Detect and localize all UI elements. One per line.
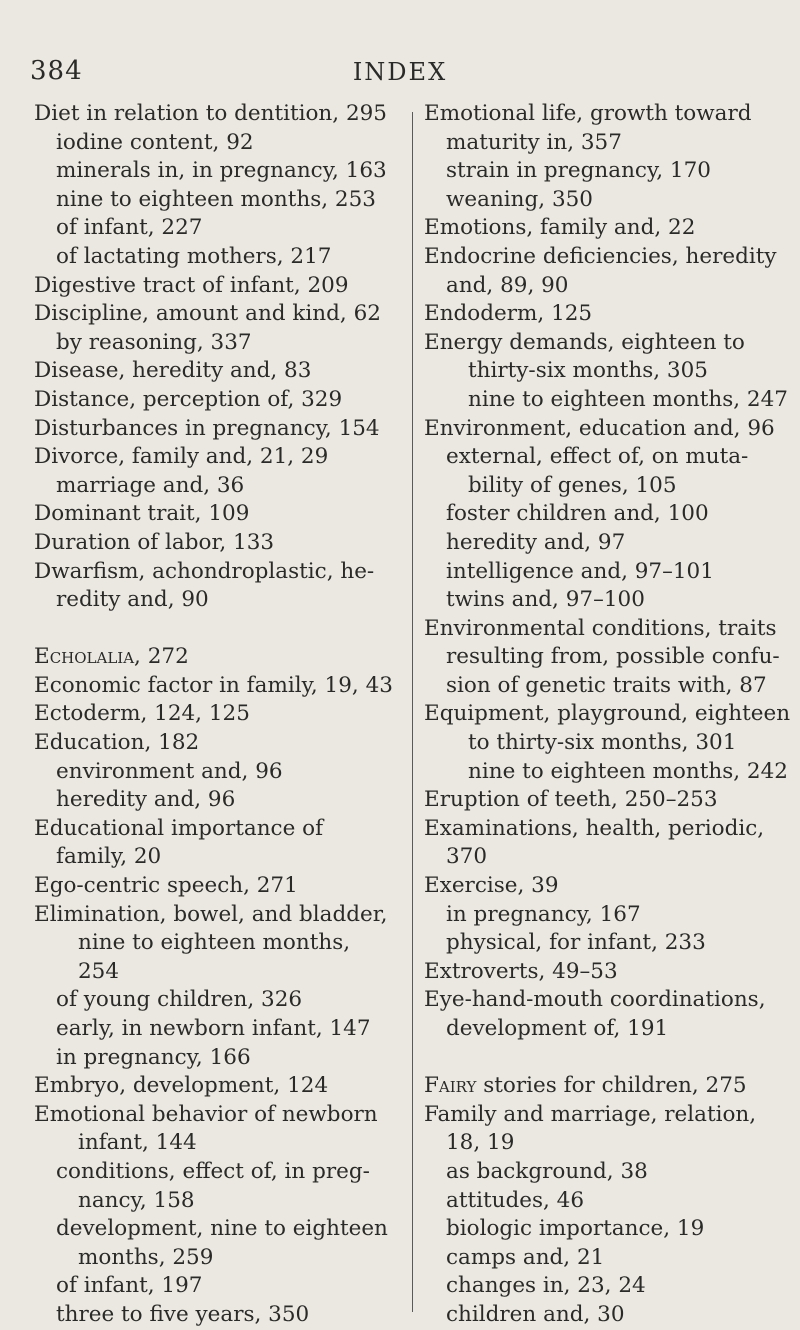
index-subentry: of lactating mothers, 217 (56, 243, 332, 269)
index-entry: Dwarfism, achondroplastic, he- (34, 558, 375, 584)
index-entry: Disturbances in pregnancy, 154 (34, 415, 380, 441)
index-entry: Energy demands, eighteen to (424, 329, 745, 355)
index-subentry: environment and, 96 (56, 758, 283, 784)
index-entry: Emotions, family and, 22 (424, 215, 696, 241)
index-subentry: children and, 30 (446, 1301, 625, 1327)
index-entry: Environmental conditions, traits (424, 615, 777, 641)
index-subentry: iodine content, 92 (56, 129, 254, 155)
index-entry: Eruption of teeth, 250–253 (424, 787, 718, 813)
index-entry: Equipment, playground, eighteen (424, 701, 791, 727)
index-subentry: strain in pregnancy, 170 (446, 158, 711, 184)
index-subentry: 18, 19 (446, 1130, 515, 1156)
index-entry: Education, 182 (34, 730, 200, 756)
index-subentry: as background, 38 (446, 1158, 648, 1184)
index-entry: Examinations, health, periodic, (424, 815, 765, 841)
index-subentry: heredity and, 97 (446, 529, 626, 555)
index-subentry: biologic importance, 19 (446, 1216, 705, 1242)
index-entry: Distance, perception of, 329 (34, 386, 343, 412)
index-subentry: three to five years, 350 (56, 1301, 310, 1327)
index-subentry: months, 259 (78, 1244, 214, 1270)
right-index-column (424, 100, 796, 1330)
index-entry: Extroverts, 49–53 (424, 958, 618, 984)
index-subentry: thirty-six months, 305 (468, 358, 708, 384)
index-subentry: of infant, 197 (56, 1273, 203, 1299)
index-entry: Discipline, amount and kind, 62 (34, 301, 381, 327)
index-subentry: minerals in, in pregnancy, 163 (56, 158, 387, 184)
index-subentry: infant, 144 (78, 1130, 197, 1156)
index-entry: Economic factor in family, 19, 43 (34, 672, 393, 698)
index-entry: Educational importance of (34, 815, 324, 841)
index-entry: Environment, education and, 96 (424, 415, 775, 441)
index-subentry: bility of genes, 105 (468, 472, 677, 498)
index-subentry: sion of genetic traits with, 87 (446, 672, 767, 698)
section-gap (424, 1044, 796, 1073)
index-entry: Endocrine deficiencies, heredity (424, 243, 777, 269)
index-subentry: conditions, effect of, in preg- (56, 1158, 370, 1184)
index-entry: Embryo, development, 124 (34, 1073, 329, 1099)
index-entry: Ectoderm, 124, 125 (34, 701, 250, 727)
index-subentry: camps and, 21 (446, 1244, 605, 1270)
index-subentry: nine to eighteen months, 253 (56, 186, 376, 212)
index-subentry: 254 (78, 958, 120, 984)
index-entry: Dominant trait, 109 (34, 501, 250, 527)
index-subentry: and, 89, 90 (446, 272, 569, 298)
index-subentry: early, in newborn infant, 147 (56, 1016, 371, 1041)
index-entry: Emotional behavior of newborn (34, 1101, 378, 1127)
index-entry: Divorce, family and, 21, 29 (34, 444, 329, 470)
index-entry: Endoderm, 125 (424, 301, 593, 327)
index-subentry: development, nine to eighteen (56, 1216, 388, 1242)
index-subentry: intelligence and, 97–101 (446, 558, 714, 584)
index-subentry: in pregnancy, 167 (446, 901, 641, 927)
index-subentry: to thirty-six months, 301 (468, 730, 737, 756)
index-entry: Duration of labor, 133 (34, 529, 275, 555)
index-subentry: by reasoning, 337 (56, 329, 252, 355)
index-entry: Exercise, 39 (424, 873, 559, 899)
index-entry: Ego-centric speech, 271 (34, 873, 298, 899)
index-subentry: 370 (446, 844, 488, 870)
index-entry: Fairy stories for children, 275 (424, 1073, 747, 1099)
page-number: 384 (30, 56, 83, 86)
page-header (0, 56, 800, 96)
index-subentry: nine to eighteen months, (78, 930, 351, 956)
index-entry: Echolalia, 272 (34, 644, 189, 670)
index-entry: Disease, heredity and, 83 (34, 358, 312, 384)
index-subentry: development of, 191 (446, 1016, 669, 1041)
index-subentry: attitudes, 46 (446, 1187, 585, 1213)
index-entry: Digestive tract of infant, 209 (34, 272, 349, 298)
index-subentry: family, 20 (56, 844, 162, 870)
index-subentry: heredity and, 96 (56, 787, 236, 813)
index-entry: Elimination, bowel, and bladder, (34, 901, 388, 927)
index-subentry: external, effect of, on muta- (446, 444, 749, 470)
running-head: INDEX (352, 58, 448, 86)
index-subentry: nancy, 158 (78, 1187, 195, 1213)
left-index-column (34, 100, 406, 1330)
index-subentry: physical, for infant, 233 (446, 930, 706, 956)
index-subentry: in pregnancy, 166 (56, 1044, 251, 1070)
index-subentry: of infant, 227 (56, 215, 203, 241)
index-entry: Family and marriage, relation, (424, 1101, 757, 1127)
index-subentry: resulting from, possible confu- (446, 644, 780, 670)
index-subentry: weaning, 350 (446, 186, 593, 212)
index-subentry: twins and, 97–100 (446, 587, 645, 613)
index-entry: Diet in relation to dentition, 295 (34, 101, 387, 126)
index-subentry: maturity in, 357 (446, 129, 622, 155)
index-subentry: of young children, 326 (56, 987, 303, 1013)
index-subentry: nine to eighteen months, 242 (468, 758, 788, 784)
index-subentry: nine to eighteen months, 247 (468, 386, 788, 412)
column-divider (412, 112, 413, 1312)
index-subentry: redity and, 90 (56, 587, 209, 613)
index-entry: Eye-hand-mouth coordinations, (424, 987, 766, 1013)
index-subentry: foster children and, 100 (446, 501, 709, 527)
index-entry: Emotional life, growth toward (424, 101, 752, 126)
index-subentry: changes in, 23, 24 (446, 1273, 646, 1299)
section-gap (34, 615, 406, 644)
index-subentry: marriage and, 36 (56, 472, 245, 498)
